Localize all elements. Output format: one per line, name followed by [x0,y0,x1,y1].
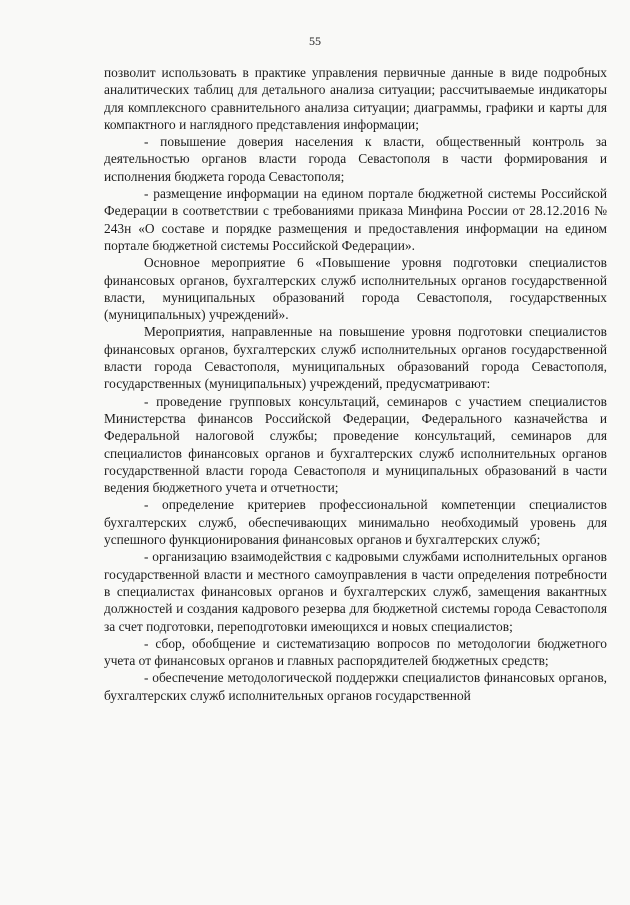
paragraph: - размещение информации на едином портале бюджетной системы Российской Федерации в соответствии с требованиями приказа Минфина России от 28.12.2016 № 243н «О составе и порядке размещения и предоставления информации на едином портале бюджетной системы Российской Федерации». [104,186,607,253]
paragraph: Мероприятия, направленные на повышение уровня подготовки специалистов финансовых органов, бухгалтерских служб исполнительных органов государственной власти города Севастополя, муниципальных образований города Севастополя, государственных (муниципальных) учреждений, предусматривают: [104,324,607,392]
paragraph: - сбор, обобщение и систематизацию вопросов по методологии бюджетного учета от финансовых органов и главных распорядителей бюджетных средств; [104,635,607,669]
paragraph: - повышение доверия населения к власти, общественный контроль за деятельностью органов власти города Севастополя в части формирования и исполнения бюджета города Севастополя; [104,134,607,184]
paragraph: - организацию взаимодействия с кадровыми службами исполнительных органов государственной власти и местного самоуправления в части определения потребности в специалистах финансовых органов и бухгалтерских служб, замещения вакантных должностей и создания кадрового резерва для бюджетной системы города Севастополя за счет подготовки, переподготовки имеющихся и новых специалистов; [104,549,607,634]
paragraph: позволит использовать в практике управления первичные данные в виде подробных аналитических таблиц для детального анализа ситуации; рассчитываемые индикаторы для комплексного сравнительного анализа ситуации; диаграммы, графики и карты для компактного и наглядного представления информации; [104,65,607,132]
paragraph: - проведение групповых консультаций, семинаров с участием специалистов Министерства финансов Российской Федерации, Федерального казначейства и Федеральной налоговой службы; проведение консультаций, семинаров для специалистов финансовых органов и бухгалтерских служб исполнительных органов государственной власти города Севастополя и муниципальных образований в части ведения бюджетного учета и отчетности; [104,393,607,496]
page-number: 55 [309,34,321,48]
paragraph: - определение критериев профессиональной компетенции специалистов бухгалтерских служб, обеспечивающих минимально необходимый уровень для успешного функционирования финансовых органов и бухгалтерских служб; [104,497,607,548]
paragraph: - обеспечение методологической поддержки специалистов финансовых органов, бухгалтерских служб исполнительных органов государственной [104,670,607,703]
paragraph: Основное мероприятие 6 «Повышение уровня подготовки специалистов финансовых органов, бухгалтерских служб исполнительных органов государственной власти, муниципальных образований города Севастополя, государственных (муниципальных) учреждений». [104,255,607,323]
body-text [104,64,607,704]
